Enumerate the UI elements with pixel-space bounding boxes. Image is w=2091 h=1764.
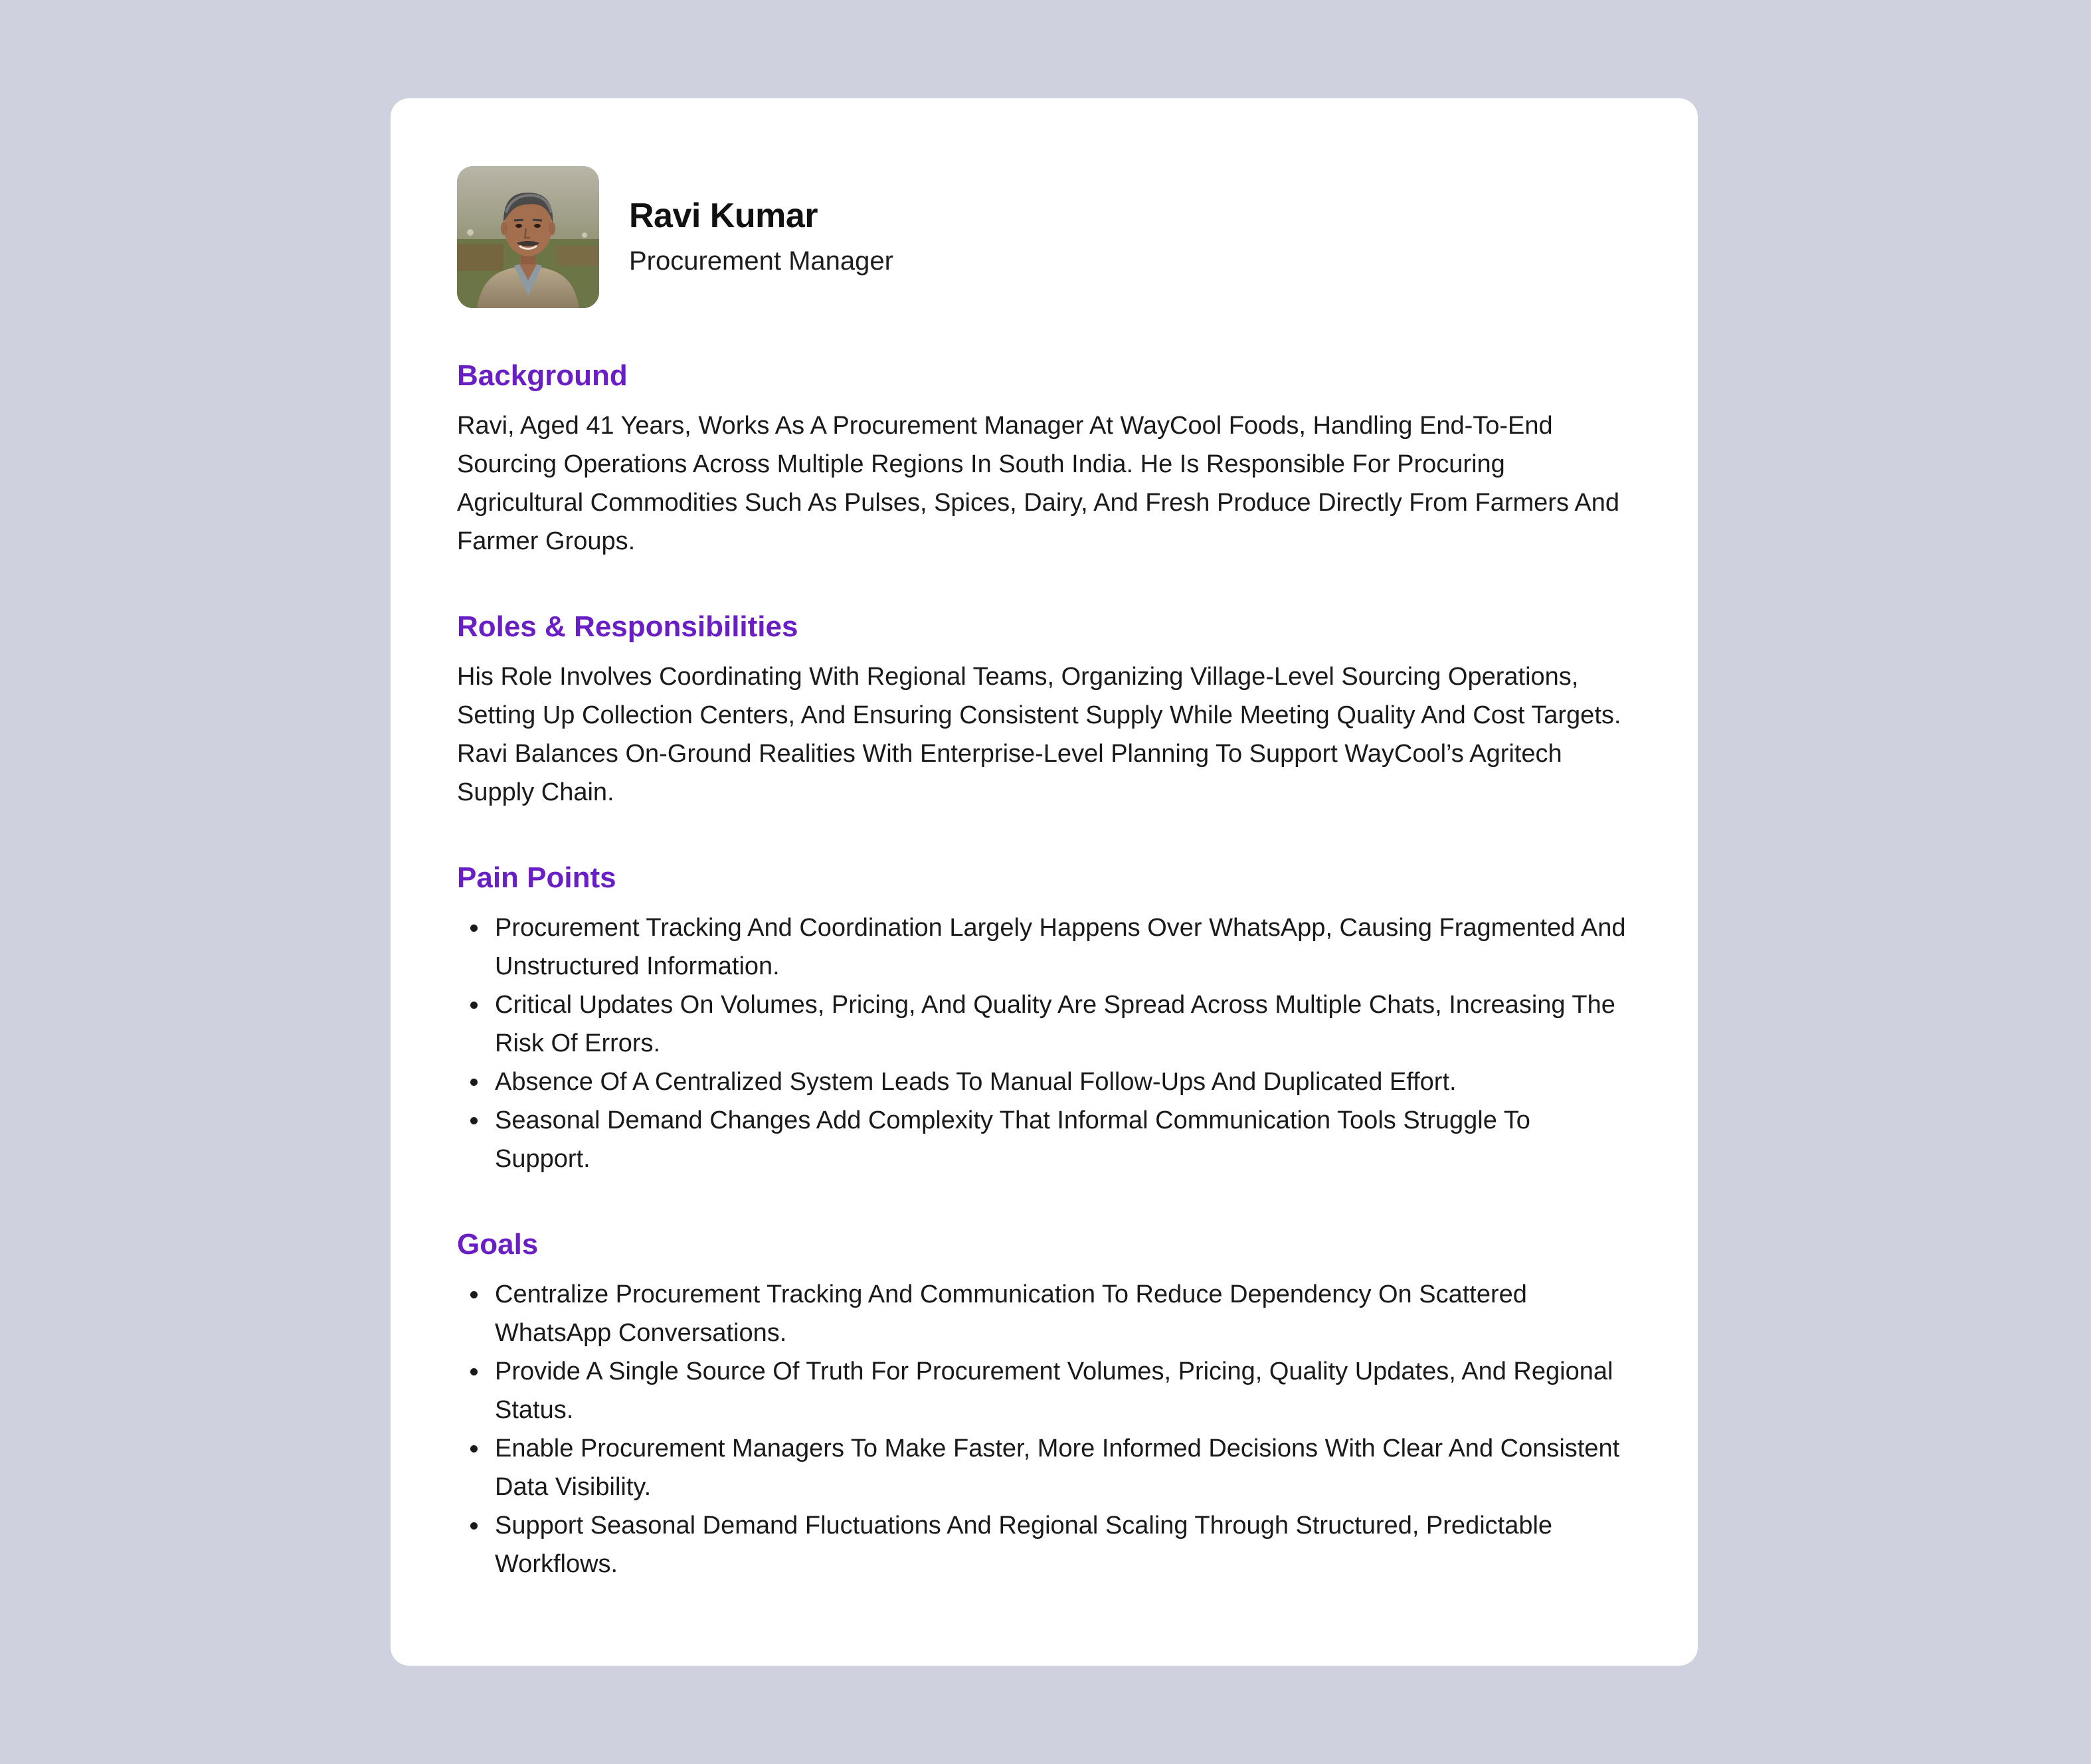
- goals-heading: Goals: [457, 1228, 539, 1261]
- persona-card: [391, 98, 1698, 1666]
- goal-text: Centralize Procurement Tracking And Communication To Reduce Dependency On Scattered WhatsApp Conversations.: [495, 1280, 1527, 1347]
- list-item: [457, 1275, 1631, 1352]
- list-item: [457, 1101, 1631, 1178]
- list-item: [457, 986, 1631, 1063]
- goal-text: Support Seasonal Demand Fluctuations And Regional Scaling Through Structured, Predictable Workflows.: [495, 1512, 1553, 1578]
- pain-point-text: Procurement Tracking And Coordination Largely Happens Over WhatsApp, Causing Fragmented And Unstructured Information.: [495, 914, 1626, 980]
- roles-section: [457, 608, 1631, 812]
- profile-title: Procurement Manager: [629, 246, 893, 276]
- background-text: Ravi, Aged 41 Years, Works As A Procurement Manager At WayCool Foods, Handling End-To-End Sourcing Operations Across Multiple Regions In South India. He Is Responsible For Procuring Agricultural Commodities Such As Pulses, Spices, Dairy, And Fresh Produce Directly From Farmers And Farmer Groups.: [457, 412, 1620, 555]
- pain-point-text: Seasonal Demand Changes Add Complexity That Informal Communication Tools Struggle To Support.: [495, 1106, 1530, 1173]
- bullet-icon: [470, 1291, 478, 1298]
- bullet-icon: [470, 1117, 478, 1124]
- bullet-icon: [470, 1368, 478, 1375]
- pain-point-text: Absence Of A Centralized System Leads To Manual Follow-Ups And Duplicated Effort.: [495, 1068, 1457, 1096]
- roles-text: His Role Involves Coordinating With Regional Teams, Organizing Village-Level Sourcing Operations, Setting Up Collection Centers, And Ensuring Consistent Supply While Meeting Quality And Cost Targets. Ravi Balances On-Ground Realities With Enterprise-Level Planning To Support WayCool’s Agritech Supply Chain.: [457, 663, 1621, 806]
- background-section: [457, 357, 1631, 561]
- avatar: [457, 166, 599, 308]
- profile-header: [457, 166, 1631, 308]
- goal-text: Enable Procurement Managers To Make Faster, More Informed Decisions With Clear And Consistent Data Visibility.: [495, 1435, 1620, 1501]
- pain-points-heading: Pain Points: [457, 861, 616, 894]
- roles-heading: Roles & Responsibilities: [457, 610, 798, 643]
- goals-list: [457, 1275, 1631, 1583]
- goal-text: Provide A Single Source Of Truth For Procurement Volumes, Pricing, Quality Updates, And Regional Status.: [495, 1358, 1613, 1424]
- background-heading: Background: [457, 359, 628, 392]
- pain-points-section: [457, 859, 1631, 1178]
- goals-section: [457, 1226, 1631, 1583]
- pain-points-list: [457, 909, 1631, 1178]
- bullet-icon: [470, 1079, 478, 1086]
- profile-name: Ravi Kumar: [629, 197, 818, 235]
- person-portrait-icon: [457, 166, 599, 308]
- bullet-icon: [470, 1522, 478, 1530]
- list-item: [457, 1063, 1631, 1101]
- pain-point-text: Critical Updates On Volumes, Pricing, And Quality Are Spread Across Multiple Chats, Increasing The Risk Of Errors.: [495, 991, 1615, 1057]
- list-item: [457, 1429, 1631, 1506]
- list-item: [457, 1352, 1631, 1429]
- bullet-icon: [470, 1445, 478, 1453]
- list-item: [457, 1506, 1631, 1583]
- bullet-icon: [470, 1002, 478, 1009]
- list-item: [457, 909, 1631, 986]
- bullet-icon: [470, 925, 478, 932]
- profile-identity: [629, 195, 893, 280]
